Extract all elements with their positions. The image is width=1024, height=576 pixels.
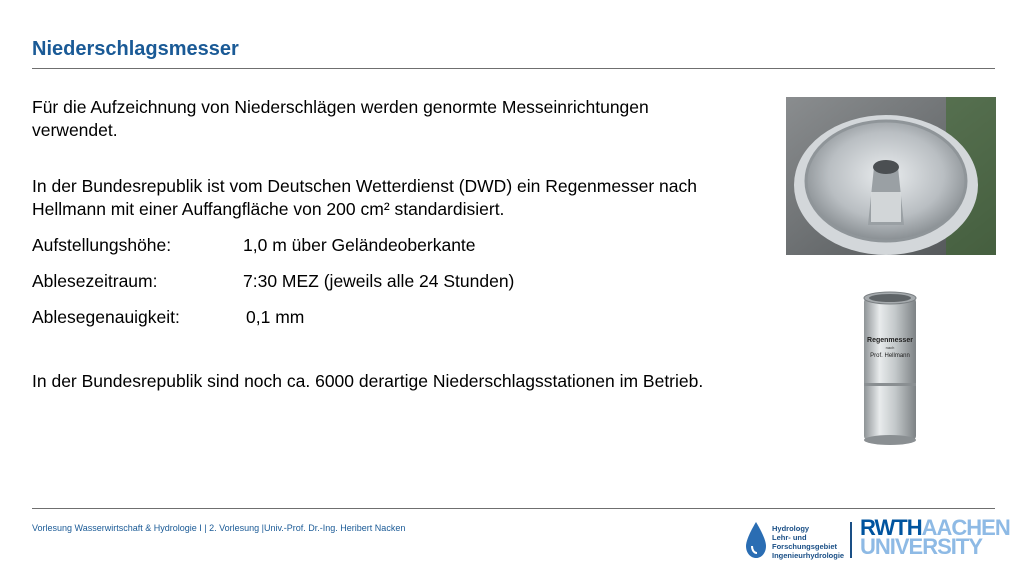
rwth-logo-part: RWTH (860, 515, 922, 540)
gauge-label-line2: nach (885, 345, 895, 350)
rwth-aachen-logo (860, 515, 1010, 559)
spec-value: 1,0 m über Geländeoberkante (243, 235, 476, 255)
hellmann-gauge-image (850, 288, 930, 448)
hydro-logo-line: Hydrology (772, 524, 810, 533)
aachen-logo-part: AACHEN (921, 515, 1010, 540)
hydro-logo-line: Forschungsgebiet (772, 542, 838, 551)
stations-paragraph: In der Bundesrepublik sind noch ca. 6000 derartige Niederschlagsstationen im Betrieb. (32, 371, 704, 391)
footer-lecture-info: Vorlesung Wasserwirtschaft & Hydrologie I | 2. Vorlesung |Univ.-Prof. Dr.-Ing. Heribert Nacken (32, 523, 406, 533)
spec-label: Ablesezeitraum: (32, 271, 158, 291)
footer-divider (32, 508, 995, 509)
hydrology-logo (744, 518, 844, 562)
spec-label: Ablesegenauigkeit: (32, 307, 180, 327)
slide-title: Niederschlagsmesser (32, 38, 239, 60)
hydro-logo-line: Ingenieurhydrologie (772, 551, 845, 560)
intro-paragraph: Für die Aufzeichnung von Niederschlägen werden genormte Messeinrichtungen verwendet. (32, 97, 649, 140)
gauge-label-line3: Prof. Hellmann (870, 353, 910, 359)
logo-divider (850, 522, 852, 558)
rain-gauge-photo-top (786, 97, 996, 255)
spec-value: 0,1 mm (246, 307, 305, 327)
rain-gauge-top-image (786, 97, 996, 255)
title-divider (32, 68, 995, 69)
dwd-paragraph: In der Bundesrepublik ist vom Deutschen Wetterdienst (DWD) ein Regenmesser nach Hellmann mit einer Auffangfläche von 200 cm² standardisiert. (32, 176, 697, 219)
hydro-logo-line: Lehr- und (772, 533, 807, 542)
gauge-label-line1: Regenmesser (867, 337, 913, 344)
spec-value: 7:30 MEZ (jeweils alle 24 Stunden) (243, 271, 515, 291)
water-drop-icon (744, 520, 768, 560)
hellmann-gauge-photo (850, 288, 930, 448)
university-logo-part: UNIVERSITY (860, 534, 983, 559)
spec-label: Aufstellungshöhe: (32, 235, 172, 255)
